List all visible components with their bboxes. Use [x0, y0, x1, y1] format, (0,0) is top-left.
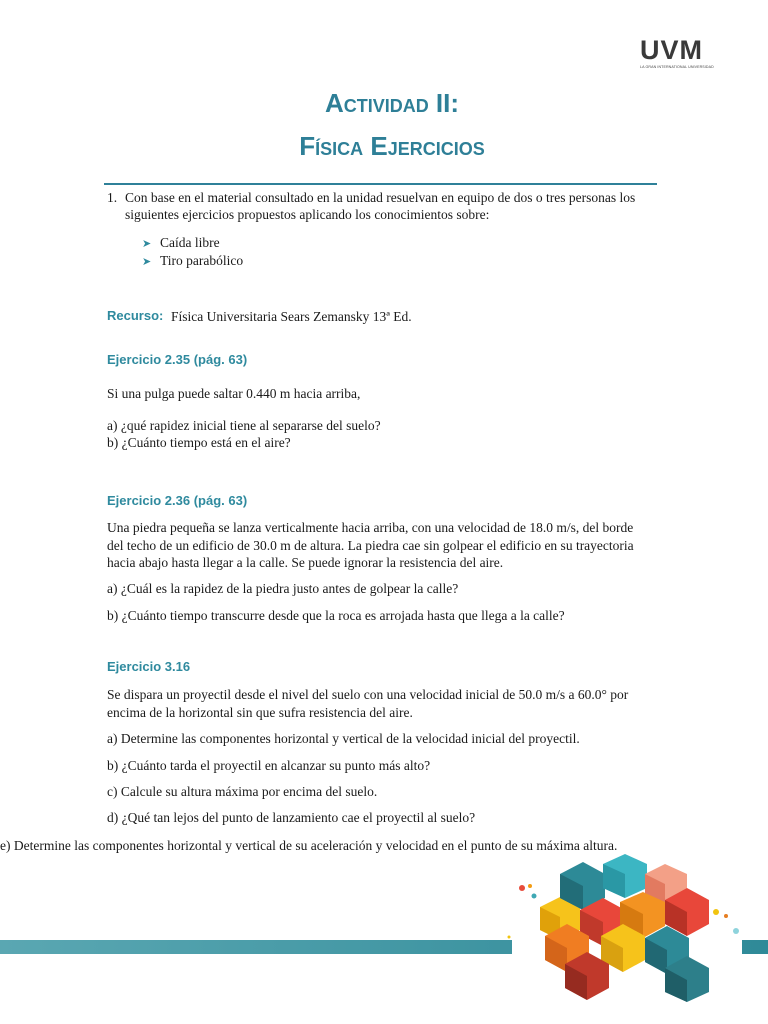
topic-item	[142, 252, 151, 271]
exercise-question: c) Calcule su altura máxima por encima del suelo.	[107, 784, 378, 799]
exercise-statement: Si una pulga puede saltar 0.440 m hacia arriba,	[107, 386, 361, 401]
topic-item	[142, 234, 151, 253]
exercise-question: a) Determine las componentes horizontal y vertical de la velocidad inicial del proyectil.	[107, 731, 580, 746]
page-subtitle: Física Ejercicios	[299, 131, 485, 161]
topic-label: Tiro parabólico	[160, 253, 244, 268]
uvm-logo	[640, 36, 718, 72]
exercise-statement: Una piedra pequeña se lanza verticalmente hacia arriba, con una velocidad de 18.0 m/s, del borde	[107, 520, 634, 535]
logo-wordmark: UVM	[640, 35, 703, 65]
instruction-line-1: Con base en el material consultado en la unidad resuelvan en equipo de dos o tres personas los	[125, 190, 636, 205]
decorative-cubes-graphic	[505, 852, 768, 1002]
exercise-statement: hacia abajo hasta llegar a la calle. Se puede ignorar la resistencia del aire.	[107, 555, 504, 570]
exercise-question: d) ¿Qué tan lejos del punto de lanzamiento cae el proyectil al suelo?	[107, 810, 476, 825]
instruction-line-2: siguientes ejercicios propuestos aplicando los conocimientos sobre:	[125, 207, 490, 222]
resource-text: Física Universitaria Sears Zemansky 13ª Ed.	[171, 309, 412, 324]
exercise-question: a) ¿qué rapidez inicial tiene al separarse del suelo?	[107, 418, 381, 433]
topic-label: Caída libre	[160, 235, 220, 250]
exercise-heading: Ejercicio 2.35 (pág. 63)	[107, 352, 248, 367]
exercise-question: b) ¿Cuánto tarda el proyectil en alcanzar su punto más alto?	[107, 758, 431, 773]
exercise-statement: encima de la horizontal sin que sufra resistencia del aire.	[107, 705, 413, 720]
arrow-bullet-icon: ➤	[142, 238, 152, 250]
exercise-question: a) ¿Cuál es la rapidez de la piedra justo antes de golpear la calle?	[107, 581, 459, 596]
exercise-heading: Ejercicio 2.36 (pág. 63)	[107, 493, 248, 508]
exercise-question: b) ¿Cuánto tiempo transcurre desde que la roca es arrojada hasta que llega a la calle?	[107, 608, 565, 623]
exercise-statement: del techo de un edificio de 30.0 m de altura. La piedra cae sin golpear el edificio en su trayectoria	[107, 538, 634, 553]
title-divider	[104, 183, 657, 185]
arrow-bullet-icon: ➤	[142, 256, 152, 268]
exercise-statement: Se dispara un proyectil desde el nivel del suelo con una velocidad inicial de 50.0 m/s a 60.0° por	[107, 687, 629, 702]
page-title: Actividad II:	[324, 88, 460, 118]
exercise-heading: Ejercicio 3.16	[107, 659, 191, 674]
logo-tagline: LA GRAN INTERNATIONAL UNIVERSIDAD	[640, 65, 714, 69]
exercise-question: e) Determine las componentes horizontal y vertical de su aceleración y velocidad en el punto de su máxima altura.	[0, 838, 618, 853]
exercise-question: b) ¿Cuánto tiempo está en el aire?	[107, 435, 291, 450]
instruction-number: 1.	[107, 190, 118, 205]
resource-label: Recurso:	[107, 308, 164, 323]
